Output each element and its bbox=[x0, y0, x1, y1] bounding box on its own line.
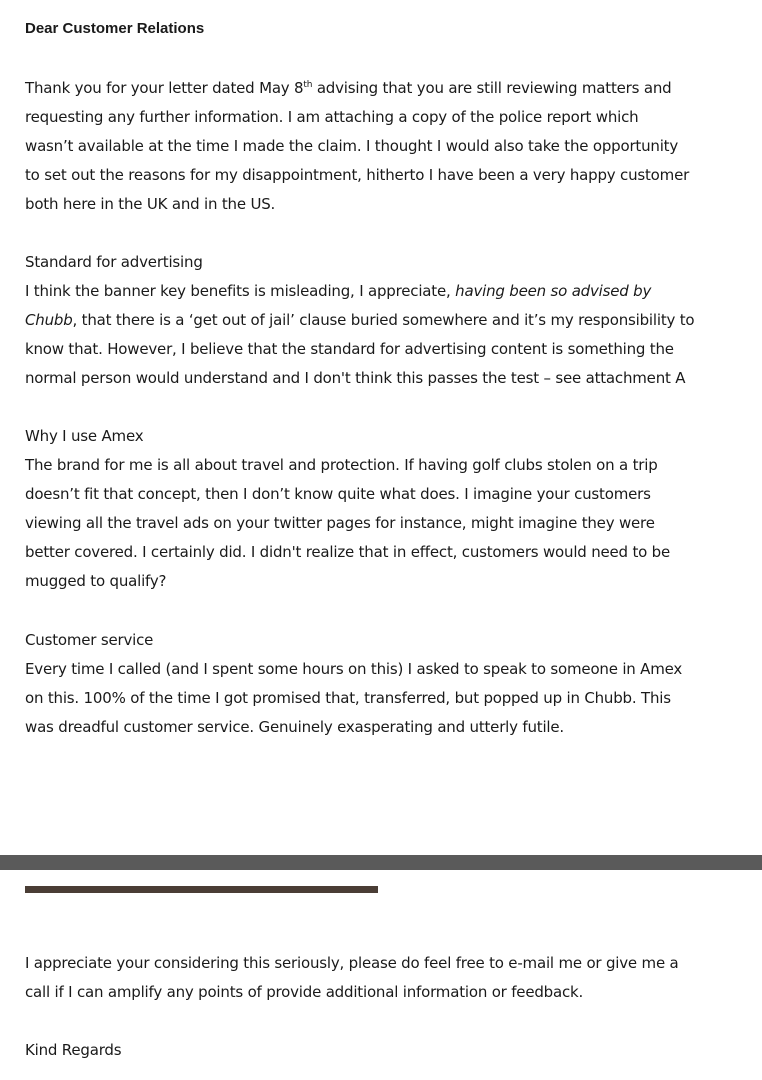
date-ordinal-suffix: th bbox=[303, 80, 313, 90]
intro-line: requesting any further information. I am attaching a copy of the police report which bbox=[25, 108, 639, 126]
intro-date-text: Thank you for your letter dated May 8 bbox=[25, 79, 304, 97]
salutation: Dear Customer Relations bbox=[25, 20, 205, 37]
closing-line: I appreciate your considering this seriously, please do feel free to e-mail me or give me a bbox=[25, 954, 679, 972]
why-amex-section bbox=[25, 422, 737, 596]
section-heading-service: Customer service bbox=[25, 631, 154, 649]
standard-line bbox=[25, 306, 737, 335]
amex-line: The brand for me is all about travel and protection. If having golf clubs stolen on a trip bbox=[25, 456, 658, 474]
intro-line: both here in the UK and in the US. bbox=[25, 195, 276, 213]
sign-off: Kind Regards bbox=[25, 1041, 122, 1059]
amex-line: doesn’t fit that concept, then I don’t know quite what does. I imagine your customers bbox=[25, 485, 651, 503]
section-heading-amex: Why I use Amex bbox=[25, 427, 144, 445]
section-divider-thin bbox=[25, 886, 378, 893]
standard-italic-text: Chubb bbox=[25, 311, 73, 329]
section-heading-standard: Standard for advertising bbox=[25, 253, 203, 271]
section-divider-thick bbox=[0, 855, 762, 870]
intro-line: to set out the reasons for my disappointment, hitherto I have been a very happy customer bbox=[25, 166, 690, 184]
standard-italic-text: having been so advised by bbox=[455, 282, 652, 300]
intro-line-rest: advising that you are still reviewing matters and bbox=[312, 79, 672, 97]
amex-line: better covered. I certainly did. I didn't realize that in effect, customers would need to be bbox=[25, 543, 671, 561]
intro-line bbox=[25, 74, 737, 103]
intro-paragraph bbox=[25, 74, 737, 219]
service-line: on this. 100% of the time I got promised that, transferred, but popped up in Chubb. This bbox=[25, 689, 671, 707]
closing-line: call if I can amplify any points of provide additional information or feedback. bbox=[25, 983, 584, 1001]
intro-line: wasn’t available at the time I made the claim. I thought I would also take the opportunity bbox=[25, 137, 679, 155]
customer-service-section bbox=[25, 626, 737, 742]
service-line: was dreadful customer service. Genuinely exasperating and utterly futile. bbox=[25, 718, 564, 736]
service-line: Every time I called (and I spent some hours on this) I asked to speak to someone in Amex bbox=[25, 660, 683, 678]
standard-line: know that. However, I believe that the standard for advertising content is something the bbox=[25, 340, 674, 358]
amex-line: mugged to qualify? bbox=[25, 572, 167, 590]
standard-text: , that there is a ‘get out of jail’ clause buried somewhere and it’s my responsibility to bbox=[72, 311, 695, 329]
standard-line: normal person would understand and I don't think this passes the test – see attachment A bbox=[25, 369, 686, 387]
closing-paragraph bbox=[25, 949, 737, 1007]
standard-advertising-section bbox=[25, 248, 737, 393]
standard-text: I think the banner key benefits is misleading, I appreciate, bbox=[25, 282, 456, 300]
standard-line bbox=[25, 277, 737, 306]
amex-line: viewing all the travel ads on your twitter pages for instance, might imagine they were bbox=[25, 514, 655, 532]
